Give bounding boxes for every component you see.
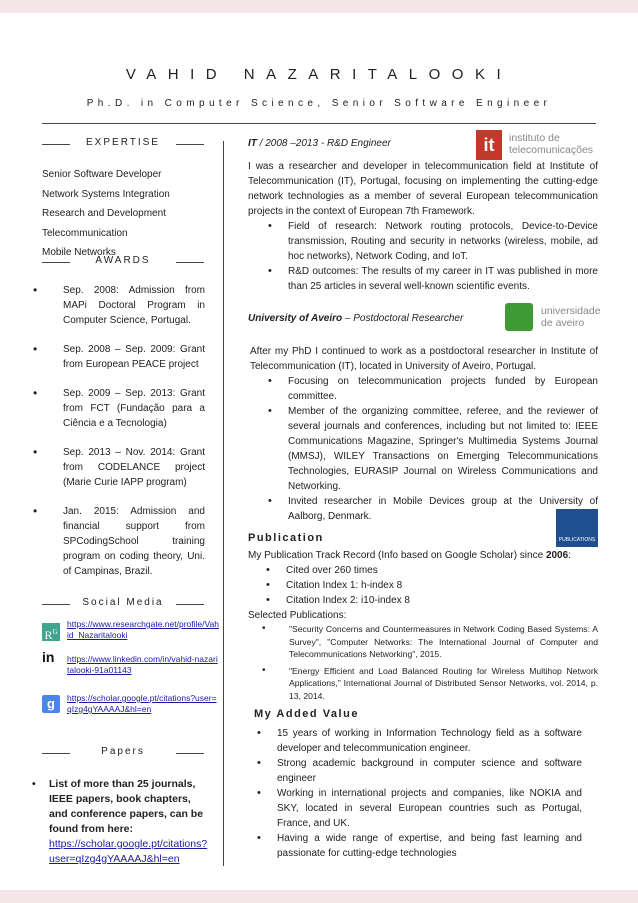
added-value-item: • Working in international projects and companies, like NOKIA and SKY, located in several European countries such as Portugal, France, and UK.	[257, 786, 582, 831]
papers-text: List of more than 25 journals, IEEE papers, book chapters, and conference papers, can be found from here:	[49, 778, 204, 835]
it-job-bullet: • Field of research: Network routing protocols, Device-to-Device transmission, Routing and security in networks (wireless, mobile, ad hoc networks), Network Coding, and IoT.	[268, 219, 598, 264]
linkedin-icon[interactable]: in	[42, 649, 55, 665]
linkedin-link[interactable]: https://www.linkedin.com/in/vahid-nazaritalooki-91a01143	[67, 654, 218, 675]
publication-stats	[266, 563, 596, 608]
added-value-item: • Having a wide range of expertise, and being fast learning and passionate for cutting-edge technologies	[257, 831, 582, 861]
it-logo-icon: it	[476, 130, 502, 160]
award-item: • Sep. 2008: Admission from MAPi Doctoral Program in Computer Science, Portugal.	[33, 283, 205, 328]
column-divider	[223, 141, 224, 866]
aveiro-logo: universidade de aveiro	[505, 303, 605, 335]
applicant-subtitle: Ph.D. in Computer Science, Senior Software Engineer	[86, 98, 552, 109]
expertise-item: Network Systems Integration	[42, 188, 170, 200]
header-divider	[42, 123, 596, 124]
google-scholar-icon[interactable]: g	[42, 695, 60, 713]
it-job-title: IT / 2008 –2013 - R&D Engineer	[248, 138, 391, 149]
researchgate-link[interactable]: https://www.researchgate.net/profile/Vahid_Nazaritalooki	[67, 619, 219, 640]
added-value-item: • 15 years of working in Information Technology field as a software developer and telecommunication engineer.	[257, 726, 582, 756]
award-item: • Sep. 2009 – Sep. 2013: Grant from FCT (Fundação para a Ciência e a Tecnologia)	[33, 386, 205, 431]
social-media-heading: Social Media	[42, 597, 204, 611]
publication-stat: • Cited over 260 times	[266, 563, 596, 578]
papers-link[interactable]: https://scholar.google.pt/citations?user=qIzg4gYAAAAJ&hl=en	[49, 838, 208, 865]
aveiro-job-bullet: • Focusing on telecommunication projects funded by European committee.	[268, 374, 598, 404]
awards-list	[33, 283, 205, 593]
selected-publications-label: Selected Publications:	[248, 610, 347, 621]
applicant-name: VAHID NAZARITALOOKI	[125, 66, 513, 83]
aveiro-job-bullets	[268, 374, 598, 524]
scholar-link[interactable]: https://scholar.google.pt/citations?user=qIzg4gYAAAAJ&hl=en	[67, 693, 217, 714]
aveiro-job-bullet: • Member of the organizing committee, referee, and the reviewer of several journals and conferences, including but not limited to: IEEE Communications Magazine, Springer's Multimedia Systems Journal (MMSJ), WILEY Transactions on Emerging Telecommunications Technologies, EURASIP Journal on Wireless Communications and Networking.	[268, 404, 598, 494]
aveiro-logo-icon	[505, 303, 533, 331]
award-item: • Jan. 2015: Admission and financial support from SPCodingSchool training program on coding theory, Uni. of Campinas, Brazil.	[33, 504, 205, 579]
aveiro-job-summary: After my PhD I continued to work as a postdoctoral researcher in Institute of Telecommunication (IT), located in University of Aveiro, Portugal.	[250, 346, 598, 372]
publication-track-record: My Publication Track Record (Info based on Google Scholar) since 2006:	[248, 550, 571, 561]
aveiro-job-bullet: • Invited researcher in Mobile Devices group at the University of Aalborg, Denmark.	[268, 494, 598, 524]
added-value-heading: My Added Value	[254, 708, 359, 720]
added-value-item: • Strong academic background in computer science and software engineer	[257, 756, 582, 786]
papers-block: • List of more than 25 journals, IEEE papers, book chapters, and conference papers, can be found from here: https://scholar.google.pt/citations?user=qIzg4gYAAAAJ&hl=en	[32, 777, 212, 867]
selected-publication: • "Energy Efficient and Load Balanced Routing for Wireless Multihop Network Applications," International Journal of Distributed Sensor Networks, vol. 2014, p. 13, 2014.	[262, 665, 598, 703]
selected-publications-list	[262, 623, 598, 706]
expertise-item: Mobile Networks	[42, 247, 116, 258]
selected-publication: • "Security Concerns and Countermeasures in Network Coding Based Systems: A Survey", "Computer Networks: The International Journal of Computer and Telecommunications Networking", 2015.	[262, 623, 598, 661]
papers-heading: Papers	[42, 746, 204, 760]
publication-heading: Publication	[248, 532, 324, 544]
expertise-list	[42, 165, 212, 263]
expertise-item: Research and Development	[42, 208, 166, 219]
aveiro-job-title: University of Aveiro – Postdoctoral Researcher	[248, 313, 464, 324]
expertise-heading: EXPERTISE	[42, 137, 204, 151]
researchgate-icon[interactable]: $R^G$	[42, 623, 60, 641]
publication-stat: • Citation Index 2: i10-index 8	[266, 593, 596, 608]
award-item: • Sep. 2008 – Sep. 2009: Grant from European PEACE project	[33, 342, 205, 372]
it-job-bullets	[268, 219, 598, 294]
resume-page	[0, 13, 638, 890]
publications-badge: PUBLICATIONS	[556, 509, 598, 547]
expertise-item: Senior Software Developer	[42, 169, 162, 180]
expertise-item: Telecommunication	[42, 227, 128, 239]
award-item: • Sep. 2013 – Nov. 2014: Grant from CODELANCE project (Marie Curie IAPP program)	[33, 445, 205, 490]
publication-stat: • Citation Index 1: h-index 8	[266, 578, 596, 593]
it-job-summary: I was a researcher and developer in telecommunication field at Institute of Telecommunication (IT), Portugal, focusing on implementing the cutting-edge network technologies as a member of several European telecommunication projects in the context of European 7th Framework.	[248, 161, 598, 217]
added-value-list	[257, 726, 582, 861]
it-logo: it instituto de telecomunicações	[476, 130, 601, 162]
it-job-bullet: • R&D outcomes: The results of my career in IT was published in more than 25 articles in several well-known scientific events.	[268, 264, 598, 294]
awards-heading: AWARDS	[42, 255, 204, 269]
